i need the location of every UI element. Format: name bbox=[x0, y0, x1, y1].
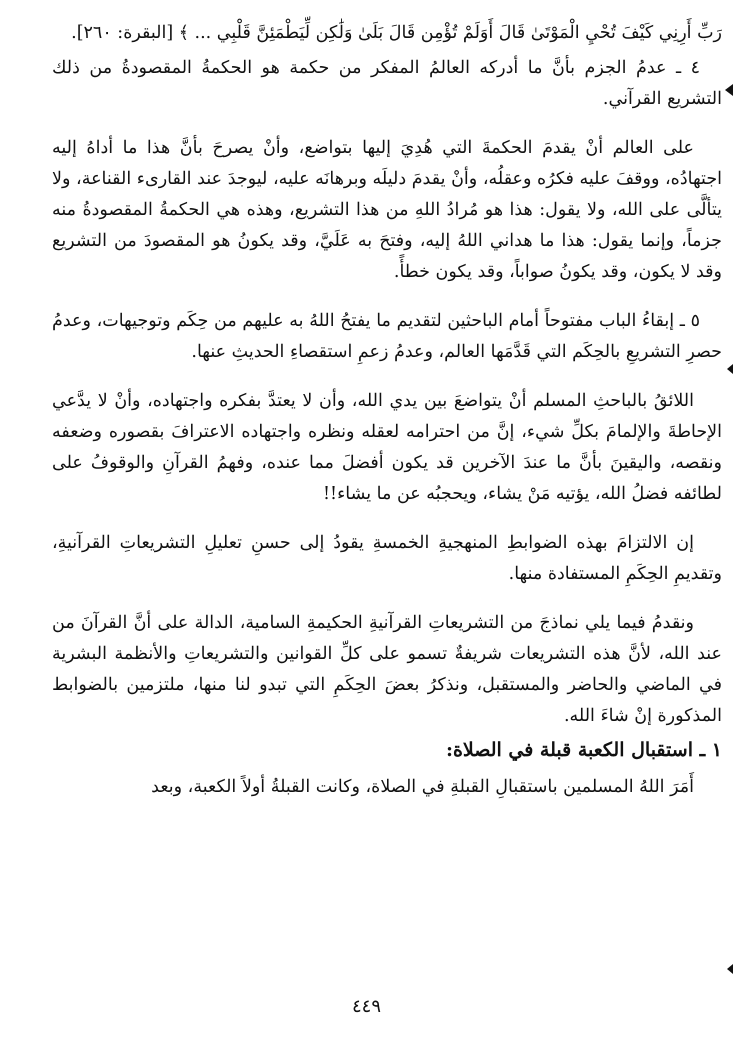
page-number: ٤٤٩ bbox=[351, 996, 381, 1017]
quran-verse-line: رَبِّ أَرِنِي كَيْفَ تُحْيِ الْمَوْتَىٰ قَالَ أَوَلَمْ تُؤْمِن قَالَ بَلَىٰ وَلَٰكِن لِّيَطْمَئِنَّ قَلْبِي ... ﴾ [البقرة: ٢٦٠]. bbox=[71, 23, 722, 43]
principle-5: ٥ ـ إبقاءُ الباب مفتوحاً أمام الباحثين لتقديم ما يفتحُ اللهُ به عليهم من حِكَم وتوجيهات، وعدمُ حصرِ التشريعِ بالحِكَم التي قَدَّمَها العالم، وعدمُ زعمِ استقصاءِ الحديثِ عنها. bbox=[52, 311, 722, 362]
margin-triangle-icon bbox=[725, 84, 733, 96]
section-heading: ١ ـ استقبال الكعبة قبلة في الصلاة: bbox=[445, 739, 722, 761]
principle-4: ٤ ـ عدمُ الجزم بأنَّ ما أدركه العالمُ المفكر من حكمة هو الحكمةُ المقصودةُ من ذلك التشريع القرآني. bbox=[52, 58, 722, 109]
paragraph-4: ونقدمُ فيما يلي نماذجَ من التشريعاتِ القرآنيةِ الحكيمةِ السامية، الدالة على أنَّ القرآنَ من عند الله، لأنَّ هذه التشريعات شريفةٌ تسمو على كلِّ القوانين والتشريعاتِ والأنظمة البشرية في الماضي والحاضر والمستقبل، ونذكرُ بعضَ الحِكَمِ التي تبدو لنا منها، ملتزمين بالضوابط المذكورة إنْ شاءَ الله. bbox=[52, 613, 722, 726]
paragraph-2: اللائقُ بالباحثِ المسلم أنْ يتواضعَ بين يدي الله، وأن لا يعتدَّ بفكره واجتهاده، وأنْ لا يدَّعي الإحاطةَ والإلمامَ بكلِّ شيء، إنَّ من احترامه لعقله ونظره واجتهاده الاعترافَ بقصوره وضعفه ونقصه، واليقينَ بأنَّ ما عندَ الآخرين قد يكون أفضلَ مما عنده، وفهمُ القرآنِ والوقوفُ على لطائفه فضلُ الله، يؤتيه مَنْ يشاء، ويحجبُه عن ما يشاء!! bbox=[52, 391, 722, 504]
paragraph-5: أَمَرَ اللهُ المسلمين باستقبالِ القبلةِ في الصلاة، وكانت القبلةُ أولاً الكعبة، وبعد bbox=[151, 777, 694, 797]
margin-triangle-icon bbox=[727, 364, 733, 374]
margin-triangle-icon bbox=[727, 964, 733, 974]
paragraph-3: إن الالتزامَ بهذه الضوابطِ المنهجيةِ الخمسةِ يقودُ إلى حسنِ تعليلِ التشريعاتِ القرآنيةِ، وتقديمِ الحِكَمِ المستفادة منها. bbox=[52, 533, 722, 584]
paragraph-1: على العالم أنْ يقدمَ الحكمةَ التي هُدِيَ إليها بتواضع، وأنْ يصرحَ بأنَّ هذا ما أداهُ إليه اجتهادُه، ووقفَ عليه فكرُه وعقلُه، وأنْ يقدمَ دليلَه وبرهانَه عليه، ليوجدَ عند القارىء القناعة، ولا يتألَّى على الله، ولا يقول: هذا هو مُرادُ اللهِ من هذا التشريع، وهذه هي الحكمةُ المقصودةُ منه جزماً، وإنما يقول: هذا ما هداني اللهُ إليه، وفتحَ به عَلَيَّ، وقد يكونُ هو المقصودَ من التشريع وقد لا يكون، وقد يكونُ صواباً، وقد يكون خطأً. bbox=[52, 138, 722, 282]
page-body bbox=[52, 18, 722, 803]
